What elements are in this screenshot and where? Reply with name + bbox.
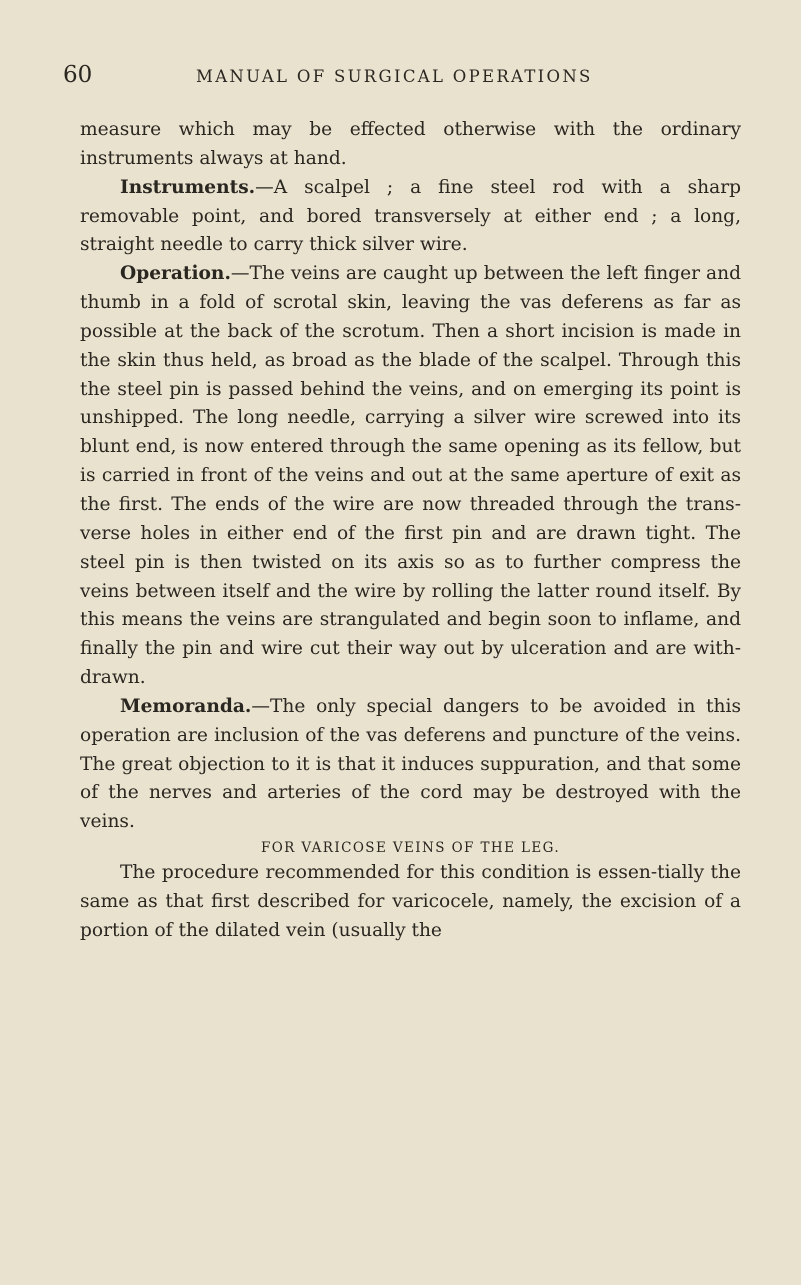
paragraph-varicose-veins: The procedure recommended for this condition is essen-tially the same as that first described for varicocele, namely, the excision of a portion of the dilated vein (usually the <box>80 862 741 941</box>
text-instruments: —A scalpel ; a fine steel rod with a sharp removable point, and bored transversely at either end ; a long, straight needle to carry thick silver wire. <box>80 176 741 256</box>
paragraph-operation <box>80 260 741 693</box>
heading-operation: Operation. <box>120 263 231 285</box>
heading-memoranda: Memoranda. <box>120 695 252 717</box>
paragraph-continuation: measure which may be effected otherwise with the ordinary instruments always at hand. <box>80 119 741 169</box>
heading-instruments: Instruments. <box>120 176 256 198</box>
section-subheading: FOR VARICOSE VEINS OF THE LEG. <box>260 840 561 857</box>
running-head: MANUAL OF SURGICAL OPERATIONS <box>196 67 593 86</box>
text-memoranda: —The only special dangers to be avoided in this operation are inclusion of the vas deferens and puncture of the veins. The great objection to it is that it induces suppuration, and that some of the nerves and arteries of the cord may be destroyed with the veins. <box>80 695 741 833</box>
text-operation: —The veins are caught up between the left finger and thumb in a fold of scrotal skin, leaving the vas deferens as far as possible at the back of the scrotum. Then a short incision is made in the skin thus held, as broad as the blade of the scalpel. Through this the steel pin is passed behind the veins, and on emerging its point is unshipped. The long needle, carrying a silver wire screwed into its blunt end, is now entered through the same opening as its fellow, but is carried in front of the veins and out at the same aperture of exit as the first. The ends of the wire are now threaded through the trans-verse holes in either end of the first pin and are drawn tight. The steel pin is then twisted on its axis so as to further compress the veins between itself and the wire by rolling the latter round itself. By this means the veins are strangulated and begin soon to inflame, and finally the pin and wire cut their way out by ulceration and are with-drawn. <box>80 263 741 689</box>
page-number: 60 <box>63 62 93 88</box>
page-header <box>0 60 801 92</box>
paragraph-memoranda <box>80 693 741 837</box>
paragraph-instruments <box>80 174 741 261</box>
body-text <box>80 116 741 946</box>
